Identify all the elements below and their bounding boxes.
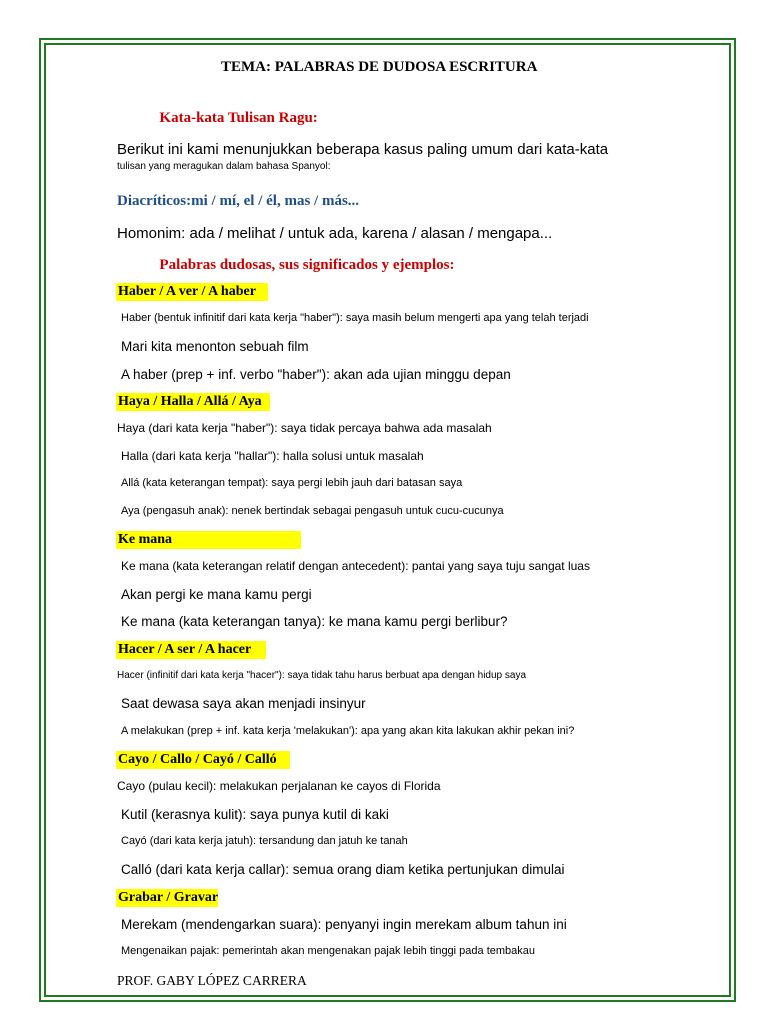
group-heading-cayo: Cayo / Callo / Cayó / Calló [116, 751, 290, 769]
example-line: Kutil (kerasnya kulit): saya punya kutil di kaki [121, 807, 389, 822]
example-line: Halla (dari kata kerja "hallar"): halla solusi untuk masalah [121, 449, 424, 463]
group-heading-haber: Haber / A ver / A haber [116, 283, 268, 301]
example-line: Saat dewasa saya akan menjadi insinyur [121, 696, 366, 711]
example-line: Calló (dari kata kerja callar): semua orang diam ketika pertunjukan dimulai [121, 862, 565, 877]
diacritics-line: Diacríticos:mi / mí, el / él, mas / más... [117, 193, 360, 209]
example-line: Akan pergi ke mana kamu pergi [121, 587, 312, 602]
intro-text: Berikut ini kami menunjukkan beberapa kasus paling umum dari kata-kata [117, 141, 609, 158]
example-line: A haber (prep + inf. verbo "haber"): akan ada ujian minggu depan [121, 367, 511, 382]
page-border-inner [44, 43, 731, 997]
example-line: Ke mana (kata keterangan tanya): ke mana kamu pergi berlibur? [121, 614, 508, 629]
example-line: Ke mana (kata keterangan relatif dengan antecedent): pantai yang saya tuju sangat luas [121, 559, 590, 573]
example-line: Haber (bentuk infinitif dari kata kerja "haber"): saya masih belum mengerti apa yang telah terjadi [121, 312, 589, 324]
example-line: Allá (kata keterangan tempat): saya pergi lebih jauh dari batasan saya [121, 477, 463, 489]
example-line: Mari kita menonton sebuah film [121, 339, 309, 354]
homonyms-line: Homonim: ada / melihat / untuk ada, karena / alasan / mengapa... [117, 225, 553, 242]
example-line: Aya (pengasuh anak): nenek bertindak sebagai pengasuh untuk cucu-cucunya [121, 505, 504, 517]
intro-text-continued: tulisan yang meragukan dalam bahasa Spanyol: [117, 161, 331, 172]
example-line: Hacer (infinitif dari kata kerja "hacer"): saya tidak tahu harus berbuat apa dengan hidup saya [117, 670, 527, 681]
section-heading-kata-kata: Kata-kata Tulisan Ragu: [144, 110, 303, 126]
group-heading-grabar: Grabar / Gravar [118, 890, 219, 905]
group-heading-ke-mana: Ke mana [116, 531, 301, 549]
page-title: TEMA: PALABRAS DE DUDOSA ESCRITURA [221, 59, 538, 75]
example-line: Merekam (mendengarkan suara): penyanyi ingin merekam album tahun ini [121, 917, 567, 932]
section-heading-palabras: Palabras dudosas, sus significados y ejemplos: [144, 257, 440, 273]
example-line: Mengenaikan pajak: pemerintah akan mengenakan pajak lebih tinggi pada tembakau [121, 945, 536, 957]
example-line: A melakukan (prep + inf. kata kerja 'melakukan'): apa yang akan kita lakukan akhir pekan ini? [121, 725, 575, 737]
example-line: Cayó (dari kata kerja jatuh): tersandung dan jatuh ke tanah [121, 835, 408, 847]
footer-author: PROF. GABY LÓPEZ CARRERA [117, 973, 307, 988]
example-line: Haya (dari kata kerja "haber"): saya tidak percaya bahwa ada masalah [117, 421, 492, 435]
example-line: Cayo (pulau kecil): melakukan perjalanan ke cayos di Florida [117, 779, 441, 793]
group-heading-hacer: Hacer / A ser / A hacer [116, 641, 266, 659]
group-heading-haya: Haya / Halla / Allá / Aya [116, 393, 270, 411]
